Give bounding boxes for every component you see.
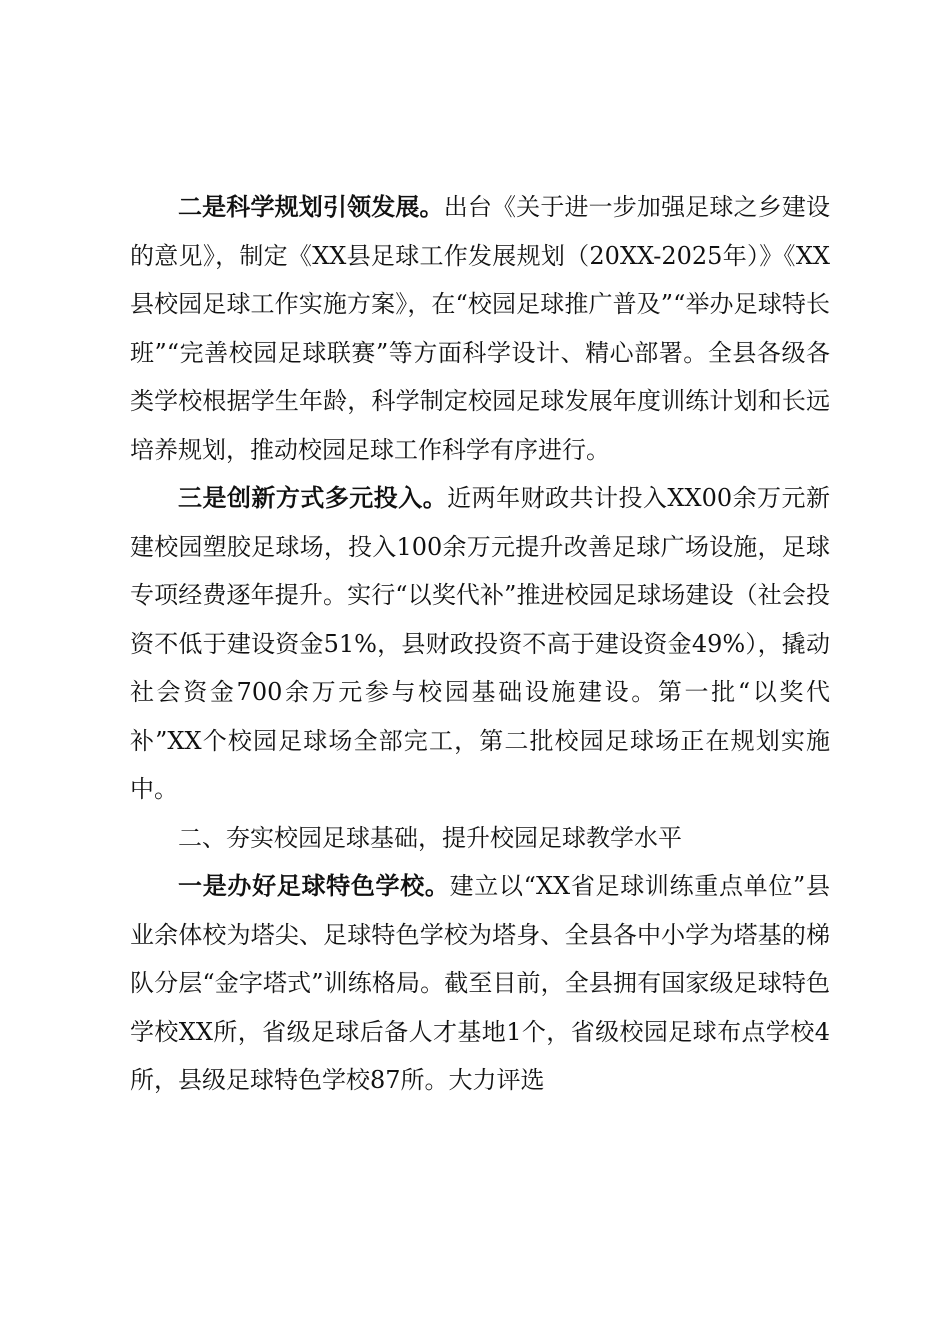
paragraph-featured-schools [130, 862, 830, 1105]
document-body [130, 183, 830, 1105]
paragraph-lead: 一是办好足球特色学校。 [178, 872, 450, 900]
paragraph-scientific-planning [130, 183, 830, 474]
paragraph-lead: 二是科学规划引领发展。 [178, 193, 444, 221]
paragraph-diversified-investment [130, 474, 830, 814]
paragraph-text: 建立以“XX省足球训练重点单位”县业余体校为塔尖、足球特色学校为塔身、全县各中小学为塔基的梯队分层“金字塔式”训练格局。截至目前，全县拥有国家级足球特色学校XX所，省级足球后备人才基地1个，省级校园足球布点学校4所，县级足球特色学校87所。大力评选 [130, 872, 830, 1094]
section-heading: 二、夯实校园足球基础，提升校园足球教学水平 [178, 823, 682, 852]
paragraph-text: 出台《关于进一步加强足球之乡建设的意见》，制定《XX县足球工作发展规划（20XX-2025年）》《XX县校园足球工作实施方案》，在“校园足球推广普及”“举办足球特长班”“完善校园足球联赛”等方面科学设计、精心部署。全县各级各类学校根据学生年龄，科学制定校园足球发展年度训练计划和长远培养规划，推动校园足球工作科学有序进行。 [130, 193, 831, 464]
paragraph-lead: 三是创新方式多元投入。 [178, 484, 448, 512]
paragraph-text: 近两年财政共计投入XX00余万元新建校园塑胶足球场，投入100余万元提升改善足球广场设施，足球专项经费逐年提升。实行“以奖代补”推进校园足球场建设（社会投资不低于建设资金51%，县财政投资不高于建设资金49%），撬动社会资金700余万元参与校园基础设施建设。第一批“以奖代补”XX个校园足球场全部完工，第二批校园足球场正在规划实施中。 [130, 484, 830, 803]
